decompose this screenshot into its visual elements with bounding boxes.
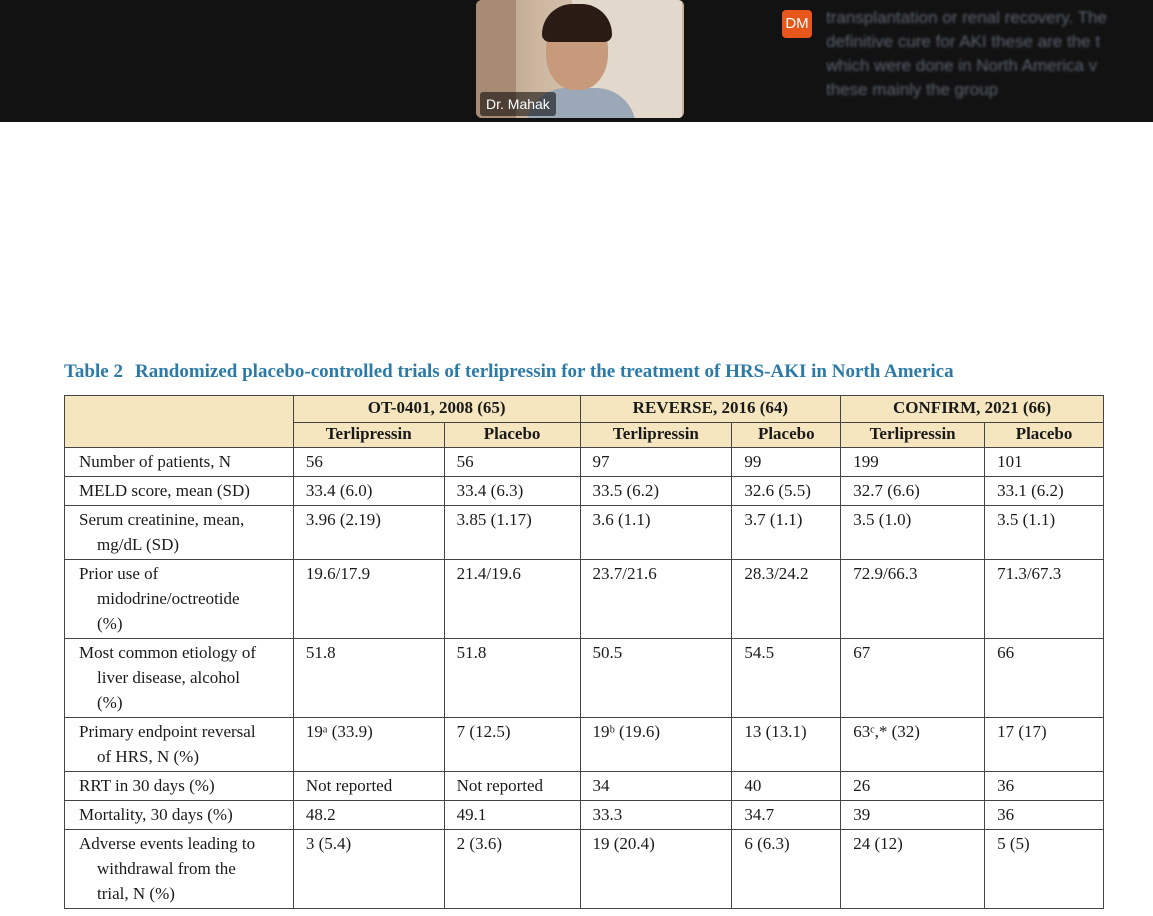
table-cell: 33.4 (6.3) — [444, 477, 580, 506]
table-cell: 32.6 (5.5) — [732, 477, 841, 506]
table-cell: Not reported — [293, 772, 444, 801]
table-cell: 36 — [985, 772, 1104, 801]
table-cell: 19ᵃ (33.9) — [293, 718, 444, 772]
table-cell: 51.8 — [444, 639, 580, 718]
table-title: Randomized placebo-controlled trials of terlipressin for the treatment of HRS-AKI in North America — [134, 361, 954, 382]
table-cell: 6 (6.3) — [732, 830, 841, 909]
table-cell: 97 — [580, 448, 732, 477]
table-cell: 3.5 (1.1) — [985, 506, 1104, 560]
speaker-avatar: DM — [782, 10, 812, 38]
table-cell: 19ᵇ (19.6) — [580, 718, 732, 772]
row-label-line: MELD score, mean (SD) — [79, 481, 250, 500]
table-caption — [64, 361, 954, 383]
table-row — [65, 639, 1104, 718]
caption-line: these mainly the group — [826, 80, 998, 99]
table-cell: 50.5 — [580, 639, 732, 718]
table-row — [65, 772, 1104, 801]
row-label — [65, 639, 294, 718]
row-label — [65, 801, 294, 830]
row-label — [65, 718, 294, 772]
table-cell: 101 — [985, 448, 1104, 477]
table-cell: 24 (12) — [841, 830, 985, 909]
table-cell: 67 — [841, 639, 985, 718]
table-cell: 19.6/17.9 — [293, 560, 444, 639]
row-label-line: mg/dL (SD) — [97, 535, 180, 554]
table-cell: 51.8 — [293, 639, 444, 718]
table-row — [65, 718, 1104, 772]
live-caption-box — [826, 6, 1153, 122]
trial-header: CONFIRM, 2021 (66) — [841, 396, 1104, 423]
table-cell: 23.7/21.6 — [580, 560, 732, 639]
table-cell: 7 (12.5) — [444, 718, 580, 772]
table-row — [65, 477, 1104, 506]
table-cell: 54.5 — [732, 639, 841, 718]
row-label-line: (%) — [97, 614, 123, 633]
row-label-line: withdrawal from the — [97, 859, 236, 878]
table-cell: 33.3 — [580, 801, 732, 830]
row-label-line: Number of patients, N — [79, 452, 232, 471]
arm-header: Placebo — [732, 423, 841, 448]
arm-header: Placebo — [444, 423, 580, 448]
trial-header: OT-0401, 2008 (65) — [293, 396, 580, 423]
table-cell: 13 (13.1) — [732, 718, 841, 772]
row-label-line: Mortality, 30 days (%) — [79, 805, 233, 824]
table-row — [65, 801, 1104, 830]
row-label-line: Primary endpoint reversal — [79, 722, 256, 741]
table-cell: 17 (17) — [985, 718, 1104, 772]
table-cell: 21.4/19.6 — [444, 560, 580, 639]
table-body — [65, 448, 1104, 909]
arm-header: Terlipressin — [841, 423, 985, 448]
table-cell: 19 (20.4) — [580, 830, 732, 909]
table-cell: 39 — [841, 801, 985, 830]
row-label-line: of HRS, N (%) — [97, 747, 199, 766]
row-label-line: (%) — [97, 693, 123, 712]
table-cell: 36 — [985, 801, 1104, 830]
table-cell: 33.1 (6.2) — [985, 477, 1104, 506]
arm-header: Placebo — [985, 423, 1104, 448]
table-cell: 56 — [293, 448, 444, 477]
arm-header: Terlipressin — [580, 423, 732, 448]
row-label-line: Most common etiology of — [79, 643, 257, 662]
row-label — [65, 772, 294, 801]
table-cell: 99 — [732, 448, 841, 477]
row-label — [65, 560, 294, 639]
table-cell: 2 (3.6) — [444, 830, 580, 909]
trial-header: REVERSE, 2016 (64) — [580, 396, 841, 423]
participant-name-label: Dr. Mahak — [480, 92, 556, 116]
row-label-line: RRT in 30 days (%) — [79, 776, 215, 795]
table-cell: 34.7 — [732, 801, 841, 830]
row-label — [65, 830, 294, 909]
table-cell: 33.5 (6.2) — [580, 477, 732, 506]
row-label-line: liver disease, alcohol — [97, 668, 241, 687]
table-cell: 5 (5) — [985, 830, 1104, 909]
table-cell: 3.7 (1.1) — [732, 506, 841, 560]
header-corner — [65, 396, 294, 448]
table-cell: 32.7 (6.6) — [841, 477, 985, 506]
caption-line: transplantation or renal recovery. The — [826, 8, 1107, 27]
table-row — [65, 560, 1104, 639]
table-cell: 49.1 — [444, 801, 580, 830]
table-cell: 72.9/66.3 — [841, 560, 985, 639]
table-cell: 34 — [580, 772, 732, 801]
table-cell: 66 — [985, 639, 1104, 718]
table-cell: 26 — [841, 772, 985, 801]
row-label-line: Serum creatinine, mean, — [79, 510, 245, 529]
table-cell: 71.3/67.3 — [985, 560, 1104, 639]
caption-line: definitive cure for AKI these are the t — [826, 32, 1101, 51]
table-row — [65, 830, 1104, 909]
row-label-line: Adverse events leading to — [79, 834, 256, 853]
arm-header: Terlipressin — [293, 423, 444, 448]
row-label-line: Prior use of — [79, 564, 159, 583]
table-cell: 3.6 (1.1) — [580, 506, 732, 560]
row-label — [65, 506, 294, 560]
table-cell: 199 — [841, 448, 985, 477]
table-cell: 63ᶜ,* (32) — [841, 718, 985, 772]
trials-table — [64, 395, 1104, 909]
table-cell: 40 — [732, 772, 841, 801]
table-cell: 56 — [444, 448, 580, 477]
table-cell: 3.5 (1.0) — [841, 506, 985, 560]
table-number: Table 2 — [64, 361, 123, 382]
row-label — [65, 477, 294, 506]
table-cell: 48.2 — [293, 801, 444, 830]
table-cell: 28.3/24.2 — [732, 560, 841, 639]
table-row — [65, 506, 1104, 560]
table-row — [65, 448, 1104, 477]
caption-line: which were done in North America v — [826, 56, 1098, 75]
row-label — [65, 448, 294, 477]
row-label-line: trial, N (%) — [97, 884, 175, 903]
table-cell: 3.96 (2.19) — [293, 506, 444, 560]
table-cell: 33.4 (6.0) — [293, 477, 444, 506]
table-cell: 3 (5.4) — [293, 830, 444, 909]
row-label-line: midodrine/octreotide — [97, 589, 240, 608]
table-cell: Not reported — [444, 772, 580, 801]
table-cell: 3.85 (1.17) — [444, 506, 580, 560]
